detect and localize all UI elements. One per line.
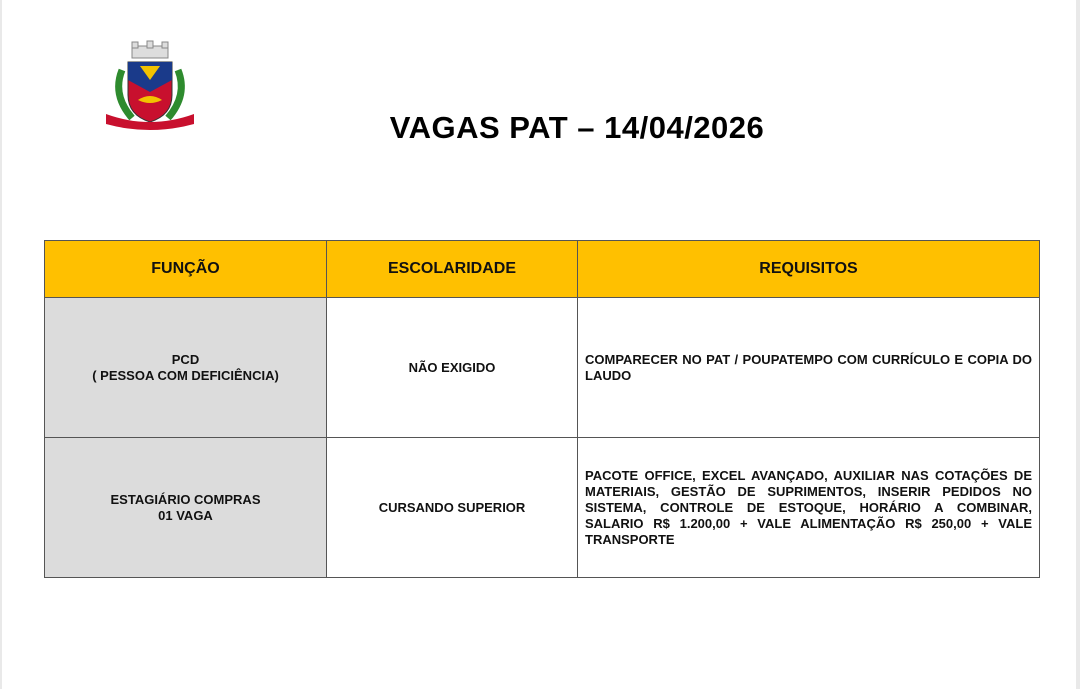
cell-requisitos: COMPARECER NO PAT / POUPATEMPO COM CURRÍCULO E COPIA DO LAUDO [578, 298, 1040, 438]
cell-escolaridade: CURSANDO SUPERIOR [327, 438, 578, 578]
table-row [45, 438, 1040, 578]
cell-funcao: PCD ( PESSOA COM DEFICIÊNCIA) [45, 298, 327, 438]
cell-requisitos: PACOTE OFFICE, EXCEL AVANÇADO, AUXILIAR NAS COTAÇÕES DE MATERIAIS, GESTÃO DE SUPRIMENTOS, INSERIR PEDIDOS NO SISTEMA, CONTROLE DE ESTOQUE, HORÁRIO A COMBINAR, SALARIO R$ 1.200,00 + VALE ALIMENTAÇÃO R$ 250,00 + VALE TRANSPORTE [578, 438, 1040, 578]
page-title: VAGAS PAT – 14/04/2026 [389, 110, 765, 145]
column-header-funcao: FUNÇÃO [45, 241, 327, 298]
column-header-escolaridade: ESCOLARIDADE [327, 241, 578, 298]
cell-escolaridade: NÃO EXIGIDO [327, 298, 578, 438]
table-header-row [45, 241, 1040, 298]
vacancies-table [44, 240, 1040, 578]
column-header-requisitos: REQUISITOS [578, 241, 1040, 298]
table-row [45, 298, 1040, 438]
cell-funcao: ESTAGIÁRIO COMPRAS 01 VAGA [45, 438, 327, 578]
document-page [2, 0, 1076, 689]
